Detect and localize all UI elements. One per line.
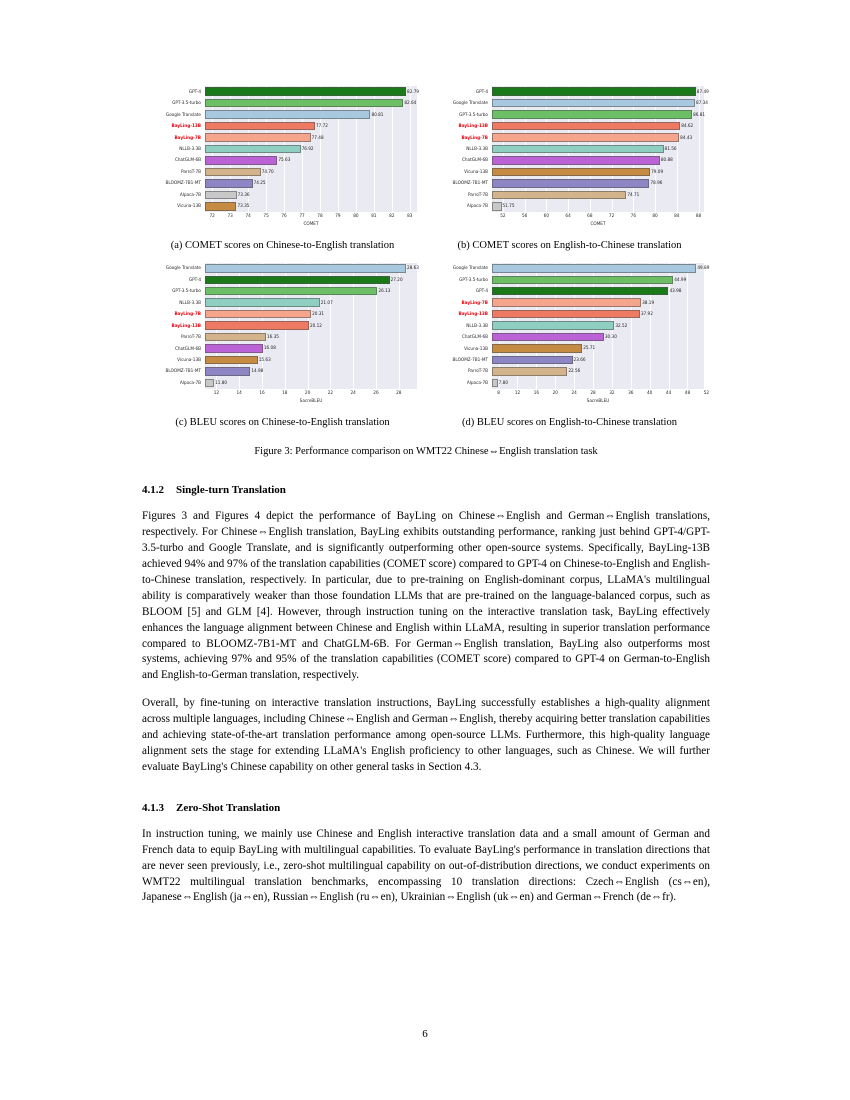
x-tick-label: 80 (652, 213, 658, 218)
category-label-gpt-4: GPT-4 (188, 276, 201, 282)
bar-value-label: 77.72 (315, 122, 328, 128)
bar-row (492, 344, 596, 352)
bar-bayling-7b (492, 133, 693, 141)
bar-value-label: 81.56 (664, 145, 677, 151)
bar-bloomz-7b1-mt (205, 367, 264, 375)
bar-gpt-4 (205, 87, 420, 95)
bar-value-label: 73.36 (237, 191, 250, 197)
bar-value-label: 16.08 (263, 345, 276, 351)
x-tick-label: 88 (695, 213, 702, 218)
bar-row (205, 191, 250, 199)
x-tick-label: 76 (281, 213, 287, 218)
bar-row (205, 379, 228, 387)
chart-cell-a (142, 86, 423, 253)
x-tick-label: 83 (407, 213, 413, 218)
bar-value-label: 30.30 (604, 333, 617, 339)
x-tick-label: 24 (571, 389, 577, 395)
bar-value-label: 38.19 (642, 299, 655, 305)
x-tick-label: 60 (543, 213, 550, 218)
category-label-alpaca-7b: Alpaca-7B (179, 191, 201, 197)
bar-nllb-3-3b (205, 298, 333, 306)
bar-row (492, 191, 640, 199)
bar-row (492, 156, 673, 164)
bar-nllb-3-3b (205, 145, 314, 153)
x-tick-label: 16 (533, 389, 540, 395)
chart-cell-c (142, 263, 423, 430)
x-tick-label: 48 (684, 389, 691, 395)
x-tick-label: 76 (630, 213, 636, 218)
bar-value-label: 80.81 (371, 111, 384, 117)
x-tick-label: 52 (703, 389, 710, 395)
bar-gpt-3-5-turbo (205, 287, 391, 295)
bar-chart-comet-zh-en (142, 86, 423, 234)
bar-value-label: 77.48 (311, 134, 324, 140)
bar-bloomz-7b1-mt (492, 179, 663, 187)
bar-parrot-7b (492, 191, 640, 199)
subcaption-a: (a) COMET scores on Chinese-to-English translation (170, 240, 395, 251)
x-tick-label: 77 (299, 213, 305, 218)
chart-row-top (142, 86, 710, 253)
bar-value-label: 26.13 (378, 288, 391, 294)
bar-row (205, 276, 403, 284)
bar-alpaca-7b (492, 202, 515, 210)
category-label-parrot-7b: ParroT-7B (468, 191, 488, 197)
bar-chatglm-6b (492, 156, 673, 164)
x-tick-label: 56 (521, 213, 528, 218)
x-axis-title-b: COMET (590, 221, 606, 226)
bar-value-label: 28.63 (406, 265, 419, 271)
bar-bloomz-7b1-mt (205, 179, 266, 187)
plot-area-b (492, 86, 709, 212)
category-label-chatglm-6b: ChatGLM-6B (174, 157, 201, 163)
bar-bayling-7b (205, 310, 325, 318)
category-label-bloomz-7b1-mt: BLOOMZ-7B1-MT (165, 180, 201, 186)
bar-value-label: 76.92 (301, 145, 314, 151)
bar-value-label: 73.35 (237, 203, 250, 209)
x-tick-label: 40 (647, 389, 653, 395)
bar-row (205, 264, 419, 272)
bar-chart-comet-en-zh (429, 86, 710, 234)
category-label-vicuna-13b: Vicuna-13B (464, 345, 488, 351)
plot-area-d (492, 263, 710, 389)
x-tick-label: 68 (587, 213, 593, 218)
category-label-alpaca-7b: Alpaca-7B (466, 379, 488, 385)
bar-bloomz-7b1-mt (492, 356, 586, 364)
category-label-bloomz-7b1-mt: BLOOMZ-7B1-MT (165, 368, 201, 374)
bar-parrot-7b (492, 367, 581, 375)
bar-value-label: 22.56 (568, 368, 581, 374)
category-labels-d (429, 263, 491, 389)
section-heading-4-1-2 (142, 484, 710, 496)
bar-chatglm-6b (492, 333, 617, 341)
category-label-nllb-3-3b: NLLB-3.3B (466, 145, 488, 151)
bar-value-label: 74.71 (627, 191, 640, 197)
plot-wrap-a (142, 86, 423, 226)
subcaption-c: (c) BLEU scores on Chinese-to-English translation (175, 416, 390, 428)
bar-bayling-7b (205, 133, 324, 141)
category-label-bloomz-7b1-mt: BLOOMZ-7B1-MT (452, 356, 488, 362)
bar-row (205, 367, 264, 375)
bar-value-label: 16.35 (266, 333, 279, 339)
category-label-nllb-3-3b: NLLB-3.3B (179, 145, 201, 151)
x-tick-label: 14 (236, 389, 242, 395)
bar-row (205, 168, 274, 176)
bar-value-label: 14.98 (251, 368, 264, 374)
bar-value-label: 75.63 (278, 157, 291, 163)
section-heading-4-1-3 (142, 802, 710, 814)
bar-gpt-3-5-turbo (492, 276, 687, 284)
bar-vicuna-13b (492, 168, 664, 176)
category-label-parrot-7b: ParroT-7B (181, 168, 201, 174)
x-axis-title-a: COMET (303, 221, 319, 226)
bar-value-label: 44.99 (674, 276, 687, 282)
bar-value-label: 82.64 (404, 100, 417, 106)
bar-value-label: 84.62 (681, 122, 694, 128)
bar-row (205, 202, 250, 210)
category-label-google-translate: Google Translate (165, 265, 201, 271)
x-tick-label: 12 (213, 389, 220, 395)
bar-row (492, 276, 687, 284)
category-label-parrot-7b: ParroT-7B (181, 333, 201, 339)
bar-gpt-3-5-turbo (492, 110, 706, 118)
bar-row (205, 122, 328, 130)
bar-parrot-7b (205, 333, 279, 341)
bar-value-label: 11.80 (215, 379, 228, 385)
category-label-chatglm-6b: ChatGLM-6B (461, 333, 488, 339)
x-tick-label: 52 (500, 213, 506, 218)
x-tick-label: 8 (497, 389, 500, 395)
x-tick-label: 79 (335, 213, 341, 218)
paragraph-4-1-3-1: In instruction tuning, we mainly use Chinese and English interactive translation data and a small amount of German and French data to equip BayLing with multilingual capabilities. To evaluate BayLing's performance in translation directions that are never seen previously, i.e., zero-shot multilingual capability on out-of-distribution directions, we conduct experiments on WMT22 multilingual translation benchmarks, encompassing 10 translation directions: Czech⇔English (cs⇔en), Japanese⇔English (ja⇔en), Russian⇔English (ru⇔en), Ukrainian⇔English (uk⇔en) and German⇔French (de⇔fr). (142, 827, 710, 904)
bar-gpt-4 (492, 87, 709, 95)
bar-row (205, 110, 384, 118)
bar-row (492, 298, 655, 306)
category-label-gpt-4: GPT-4 (188, 88, 201, 94)
bar-value-label: 43.98 (669, 288, 682, 294)
category-label-alpaca-7b: Alpaca-7B (466, 203, 488, 209)
x-tick-label: 28 (396, 389, 402, 395)
category-labels-b (429, 86, 491, 212)
section-title-4-1-3: Zero-Shot Translation (176, 801, 281, 814)
x-tick-label: 82 (389, 213, 395, 218)
bar-row (492, 264, 710, 272)
bar-value-label: 80.88 (660, 157, 673, 163)
bar-value-label: 20.12 (309, 322, 322, 328)
bar-row (492, 356, 586, 364)
bar-value-label: 25.71 (583, 345, 596, 351)
bar-chart-bleu-en-zh (429, 263, 710, 411)
x-axis-title-d: SacreBLEU (586, 397, 610, 403)
bar-value-label: 86.81 (693, 111, 706, 117)
bar-gpt-3-5-turbo (205, 99, 417, 107)
category-label-bayling-7b: BayLing-7B (461, 299, 488, 305)
section-number-4-1-2: 4.1.2 (142, 484, 164, 497)
x-tick-label: 22 (327, 389, 334, 395)
bar-row (492, 333, 617, 341)
bar-row (492, 179, 663, 187)
bar-value-label: 20.31 (312, 311, 325, 317)
x-tick-label: 16 (259, 389, 265, 395)
x-tick-label: 72 (209, 213, 215, 218)
category-label-google-translate: Google Translate (165, 111, 201, 117)
x-tick-label: 84 (674, 213, 680, 218)
category-label-google-translate: Google Translate (452, 100, 488, 106)
x-tick-label: 74 (245, 213, 251, 218)
gridline (706, 263, 707, 389)
category-label-google-translate: Google Translate (452, 265, 488, 271)
bar-value-label: 87.34 (695, 100, 708, 106)
gridline (687, 263, 688, 389)
category-label-gpt-3-5-turbo: GPT-3.5-turbo (459, 276, 488, 282)
bar-value-label: 15.63 (258, 356, 271, 362)
subcaption-d: (d) BLEU scores on English-to-Chinese translation (462, 416, 677, 428)
bar-vicuna-13b (205, 202, 250, 210)
bar-value-label: 78.96 (650, 180, 663, 186)
bar-row (205, 156, 291, 164)
bar-value-label: 27.20 (390, 276, 403, 282)
bar-alpaca-7b (205, 379, 228, 387)
x-tick-label: 36 (628, 389, 634, 395)
bar-value-label: 7.80 (498, 379, 508, 385)
x-tick-label: 73 (227, 213, 233, 218)
x-tick-label: 28 (590, 389, 596, 395)
x-tick-label: 20 (552, 389, 558, 395)
bar-row (492, 168, 664, 176)
bar-row (492, 310, 653, 318)
bar-alpaca-7b (205, 191, 250, 199)
paragraph-4-1-2-1: Figures 3 and Figures 4 depict the performance of BayLing on Chinese⇔English and German⇔English translations, respectively. For Chinese⇔English translation, BayLing exhibits outstanding performance, ranking just behind GPT-4/GPT-3.5-turbo and Google Translate, and is significantly outperforming other open-source systems. Specifically, BayLing-13B achieved 94% and 97% of the translation capabilities (COMET score) compared to GPT-4 on Chinese-to-English and English-to-Chinese translation, respectively. In particular, due to pre-training on English-dominant corpus, LLaMA's multilingual ability is comparatively weaker than those foundation LLMs that are pre-trained on the language-balanced corpus, such as BLOOM [5] and GLM [4]. However, through instruction tuning on the interactive translation task, BayLing effectively enhances the language alignment between Chinese and English within LLaMA, resulting in superior translation performance compared to BLOOMZ-7B1-MT and ChatGLM-6B. For German⇔English translation, BayLing also outperforms most systems, achieving 97% and 95% of the translation capabilities (COMET score) compared to GPT-4 on German-to-English and English-to-German translation, respectively. (142, 510, 710, 682)
bar-value-label: 74.70 (261, 168, 274, 174)
category-label-gpt-3-5-turbo: GPT-3.5-turbo (459, 111, 488, 117)
category-label-bayling-13b: BayLing-13B (171, 322, 201, 328)
bar-chart-bleu-zh-en (142, 263, 423, 411)
bar-row (205, 99, 417, 107)
bar-value-label: 49.89 (697, 265, 710, 271)
figure-3 (142, 86, 710, 458)
page-content (142, 86, 710, 918)
chart-row-bottom (142, 263, 710, 430)
bar-bayling-13b (492, 310, 653, 318)
category-label-bayling-13b: BayLing-13B (458, 311, 488, 317)
bar-row (205, 133, 324, 141)
x-tick-label: 81 (371, 213, 377, 218)
category-label-gpt-4: GPT-4 (475, 288, 488, 294)
bar-google-translate (492, 264, 710, 272)
bar-row (492, 87, 709, 95)
plot-wrap-b (429, 86, 710, 226)
bar-nllb-3-3b (492, 145, 677, 153)
category-label-chatglm-6b: ChatGLM-6B (174, 345, 201, 351)
bar-vicuna-13b (492, 344, 596, 352)
bar-row (492, 367, 581, 375)
bar-bayling-13b (492, 122, 694, 130)
category-label-bayling-7b: BayLing-7B (174, 311, 201, 317)
bar-parrot-7b (205, 168, 274, 176)
bar-row (492, 133, 693, 141)
category-label-nllb-3-3b: NLLB-3.3B (466, 322, 488, 328)
category-label-alpaca-7b: Alpaca-7B (179, 379, 201, 385)
bar-row (492, 99, 708, 107)
x-tick-label: 12 (514, 389, 521, 395)
plot-area-a (205, 86, 420, 212)
bar-value-label: 79.09 (651, 168, 664, 174)
bar-gpt-4 (492, 287, 682, 295)
category-labels-c (142, 263, 204, 389)
bar-row (492, 379, 508, 387)
x-axis-title-c: SacreBLEU (299, 397, 323, 403)
bar-gpt-4 (205, 276, 403, 284)
bar-alpaca-7b (492, 379, 508, 387)
category-label-bayling-7b: BayLing-7B (461, 134, 488, 140)
x-tick-label: 20 (304, 389, 311, 395)
subcaption-b: (b) COMET scores on English-to-Chinese translation (457, 240, 682, 251)
plot-area-c (205, 263, 417, 389)
bar-nllb-3-3b (492, 321, 628, 329)
category-label-bayling-13b: BayLing-13B (458, 122, 488, 128)
paragraph-4-1-2-2: Overall, by fine-tuning on interactive translation instructions, BayLing successfully establishes a high-quality alignment across multiple languages, including Chinese⇔English and German⇔English, thereby acquiring better translation capabilities and achieving state-of-the-art translation performance among open-source LLMs. Furthermore, this high-quality language alignment sets the stage for extending LLaMA's English proficiency to other languages, such as Chinese. We will further evaluate BayLing's Chinese capability on other general tasks in Section 4.3. (142, 697, 710, 773)
bar-row (492, 110, 706, 118)
bar-row (492, 202, 515, 210)
bar-value-label: 23.66 (573, 356, 586, 362)
bar-row (205, 145, 314, 153)
category-label-vicuna-13b: Vicuna-13B (177, 356, 201, 362)
category-label-bayling-7b: BayLing-7B (174, 134, 201, 140)
category-label-gpt-4: GPT-4 (475, 88, 488, 94)
category-label-bayling-13b: BayLing-13B (171, 122, 201, 128)
bar-row (492, 145, 677, 153)
category-label-nllb-3-3b: NLLB-3.3B (179, 299, 201, 305)
bar-value-label: 84.43 (680, 134, 693, 140)
x-tick-label: 64 (565, 213, 571, 218)
bar-row (205, 298, 333, 306)
bar-chatglm-6b (205, 156, 291, 164)
bar-row (492, 287, 682, 295)
category-labels-a (142, 86, 204, 212)
bar-value-label: 82.79 (407, 88, 420, 94)
x-tick-label: 24 (350, 389, 356, 395)
bar-value-label: 51.75 (502, 203, 515, 209)
category-label-bloomz-7b1-mt: BLOOMZ-7B1-MT (452, 180, 488, 186)
x-tick-label: 26 (373, 389, 379, 395)
bar-google-translate (492, 99, 708, 107)
bar-row (205, 356, 271, 364)
bar-row (205, 287, 391, 295)
x-tick-label: 80 (353, 213, 359, 218)
category-label-chatglm-6b: ChatGLM-6B (461, 157, 488, 163)
bar-vicuna-13b (205, 356, 271, 364)
bar-row (492, 122, 694, 130)
bar-row (205, 333, 279, 341)
chart-cell-b (429, 86, 710, 253)
category-label-gpt-3-5-turbo: GPT-3.5-turbo (172, 288, 201, 294)
x-tick-label: 32 (609, 389, 615, 395)
bar-bayling-7b (492, 298, 655, 306)
bar-value-label: 87.49 (696, 88, 709, 94)
bar-chatglm-6b (205, 344, 276, 352)
bar-value-label: 32.52 (615, 322, 628, 328)
bar-row (205, 87, 420, 95)
x-tick-label: 75 (263, 213, 269, 218)
chart-cell-d (429, 263, 710, 430)
bar-row (205, 344, 276, 352)
plot-wrap-d (429, 263, 710, 403)
x-tick-label: 78 (317, 213, 323, 218)
x-tick-label: 72 (608, 213, 615, 218)
bar-row (205, 179, 266, 187)
x-tick-label: 44 (665, 389, 672, 395)
figure-caption: Figure 3: Performance comparison on WMT22 Chinese⇔English translation task (254, 446, 598, 458)
bar-bayling-13b (205, 122, 328, 130)
bar-bayling-13b (205, 321, 322, 329)
category-label-vicuna-13b: Vicuna-13B (177, 203, 201, 209)
plot-wrap-c (142, 263, 423, 403)
bar-row (492, 321, 628, 329)
category-label-parrot-7b: ParroT-7B (468, 368, 488, 374)
bar-google-translate (205, 110, 384, 118)
bar-value-label: 37.92 (640, 311, 653, 317)
x-tick-label: 18 (282, 389, 288, 395)
category-label-gpt-3-5-turbo: GPT-3.5-turbo (172, 100, 201, 106)
bar-google-translate (205, 264, 419, 272)
bar-value-label: 21.07 (320, 299, 333, 305)
bar-value-label: 74.25 (253, 180, 266, 186)
page-number: 6 (422, 1028, 428, 1040)
category-label-vicuna-13b: Vicuna-13B (464, 168, 488, 174)
section-title-4-1-2: Single-turn Translation (176, 484, 286, 497)
bar-row (205, 310, 325, 318)
bar-row (205, 321, 322, 329)
section-number-4-1-3: 4.1.3 (142, 801, 164, 814)
